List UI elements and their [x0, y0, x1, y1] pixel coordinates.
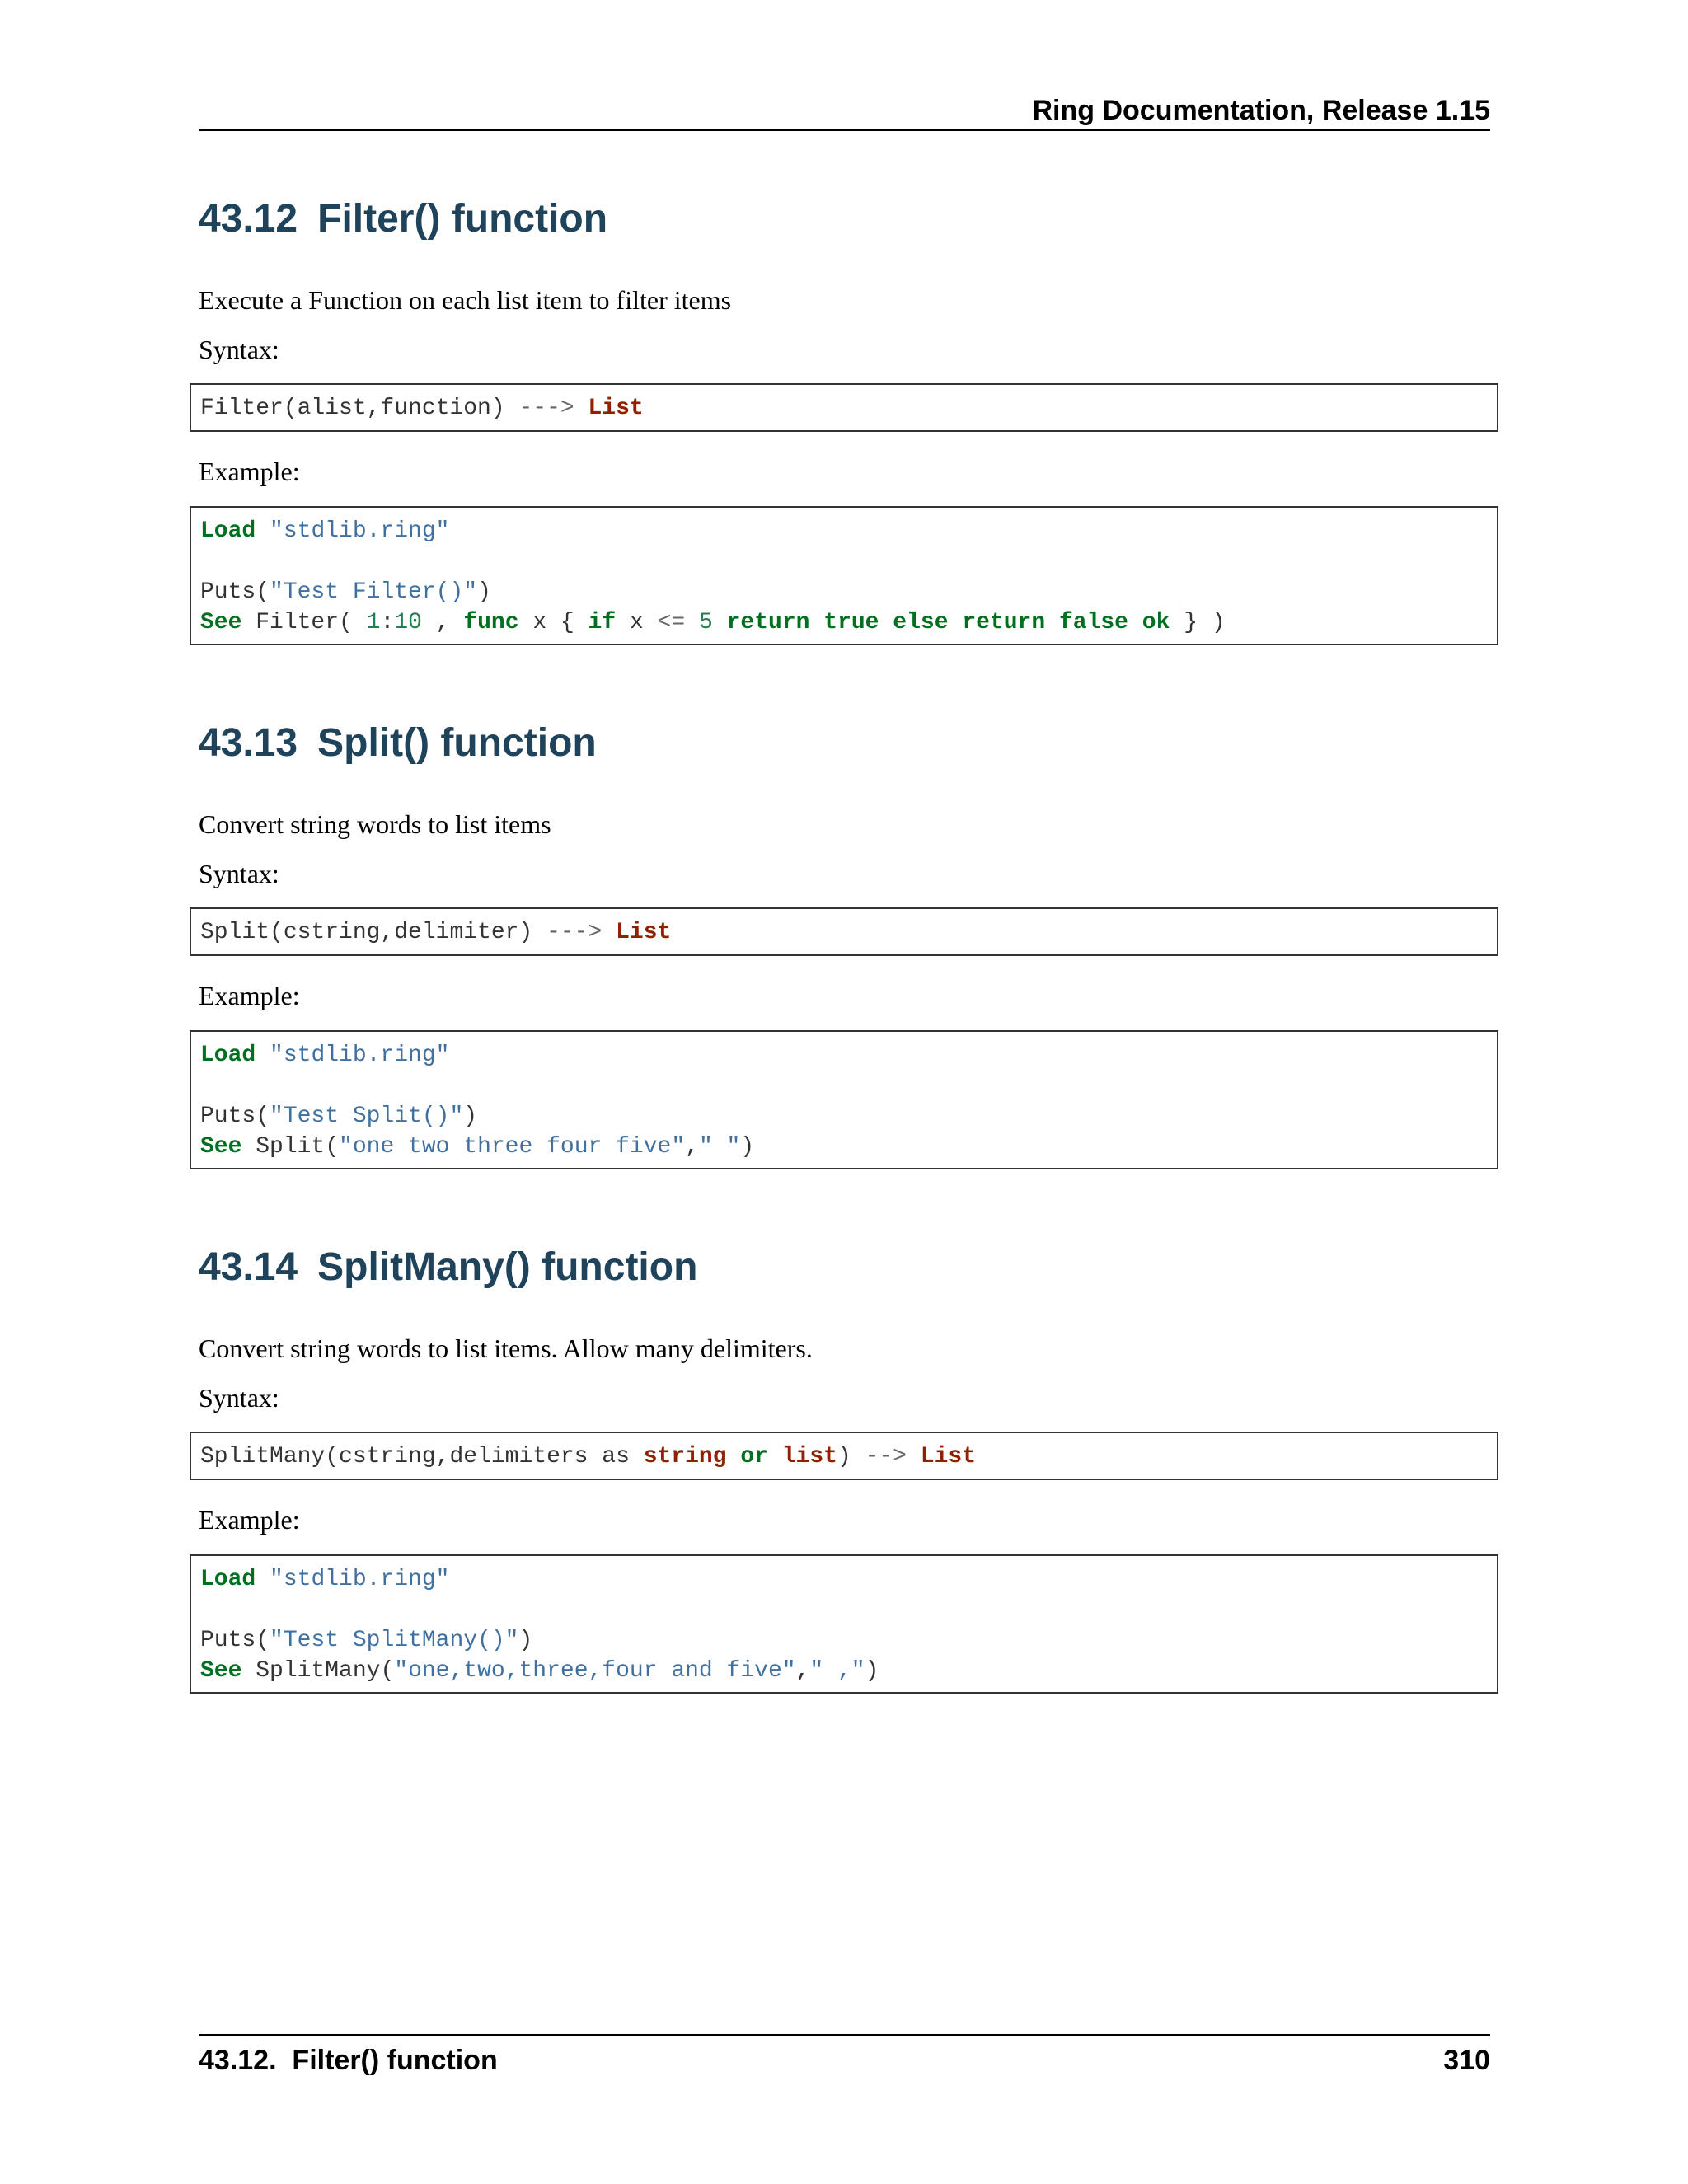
- footer-section-link[interactable]: 43.12. Filter() function: [199, 2045, 498, 2076]
- code-string: "stdlib.ring": [270, 1567, 450, 1592]
- page-number: 310: [1443, 2045, 1490, 2076]
- code-string: "Test Split()": [270, 1104, 464, 1129]
- code-string: "stdlib.ring": [270, 518, 450, 544]
- code-text: ,: [685, 1134, 699, 1160]
- code-keyword: return: [962, 610, 1046, 635]
- code-line: [200, 393, 1497, 424]
- code-text: [727, 1444, 741, 1469]
- example-code-block: [190, 1030, 1498, 1169]
- code-keyword: Load: [200, 1567, 256, 1592]
- section-description: Convert string words to list items: [199, 809, 551, 839]
- code-line: [200, 1656, 1497, 1686]
- code-text: SplitMany(: [241, 1658, 395, 1684]
- section-number: 43.13: [199, 721, 298, 765]
- code-keyword: func: [463, 610, 519, 635]
- code-line: [200, 1040, 1497, 1071]
- code-text: Split(cstring,delimiter): [200, 920, 547, 945]
- code-line: [200, 1625, 1497, 1656]
- code-text: [713, 610, 727, 635]
- syntax-label: Syntax:: [199, 859, 279, 888]
- code-number: 1: [366, 610, 381, 635]
- code-string: "Test SplitMany()": [270, 1628, 519, 1653]
- syntax-label: Syntax:: [199, 335, 279, 364]
- syntax-code-block: [190, 907, 1498, 956]
- section-number: 43.14: [199, 1245, 298, 1289]
- code-string: " ,": [809, 1658, 865, 1684]
- code-text: [256, 1043, 270, 1068]
- section-description: Convert string words to list items. Allow many delimiters.: [199, 1333, 813, 1363]
- header-rule: [199, 129, 1490, 131]
- syntax-label: Syntax:: [199, 1383, 279, 1413]
- code-text: [602, 920, 616, 945]
- code-text: Puts(: [200, 1104, 270, 1129]
- code-keyword: Load: [200, 518, 256, 544]
- running-header: Ring Documentation, Release 1.15: [1032, 95, 1490, 126]
- code-text: Split(: [241, 1134, 340, 1160]
- code-text: Puts(: [200, 579, 270, 605]
- section-title: Split() function: [317, 721, 597, 765]
- code-operator: --->: [518, 396, 574, 421]
- code-text: :: [380, 610, 395, 635]
- code-text: ): [865, 1658, 879, 1684]
- code-text: ): [740, 1134, 755, 1160]
- code-line: [200, 1595, 1497, 1625]
- section-title: SplitMany() function: [317, 1245, 698, 1289]
- section-description: Execute a Function on each list item to filter items: [199, 285, 732, 315]
- code-text: [256, 518, 270, 544]
- code-text: ): [477, 579, 491, 605]
- section-number: 43.12: [199, 197, 298, 241]
- code-line: [200, 1441, 1497, 1472]
- code-text: [907, 1444, 921, 1469]
- code-operator: <=: [657, 610, 686, 635]
- code-text: ): [463, 1104, 478, 1129]
- code-text: [768, 1444, 782, 1469]
- code-keyword: true: [823, 610, 879, 635]
- code-string: "one two three four five": [339, 1134, 686, 1160]
- code-keyword: return: [726, 610, 810, 635]
- code-operator: -->: [865, 1444, 907, 1469]
- code-type: List: [920, 1444, 977, 1469]
- code-text: [949, 610, 963, 635]
- section-heading: [199, 194, 1501, 244]
- code-string: "Test Filter()": [270, 579, 478, 605]
- code-type: list: [781, 1444, 837, 1469]
- code-keyword: See: [200, 1134, 242, 1160]
- code-text: ,: [795, 1658, 810, 1684]
- example-code-block: [190, 1554, 1498, 1694]
- code-text: x {: [518, 610, 588, 635]
- code-text: ): [837, 1444, 865, 1469]
- code-text: [256, 1567, 270, 1592]
- code-number: 10: [394, 610, 422, 635]
- code-text: } ): [1170, 610, 1226, 635]
- code-text: ): [518, 1628, 533, 1653]
- code-number: 5: [699, 610, 713, 635]
- code-keyword: ok: [1142, 610, 1170, 635]
- code-keyword: See: [200, 1658, 242, 1684]
- code-line: [200, 1564, 1497, 1595]
- code-keyword: or: [740, 1444, 768, 1469]
- code-line: [200, 1101, 1497, 1132]
- code-string: "one,two,three,four and five": [394, 1658, 796, 1684]
- code-text: SplitMany(cstring,delimiters as: [200, 1444, 644, 1469]
- code-text: [685, 610, 699, 635]
- section-filter: [199, 194, 1501, 635]
- code-text: x: [616, 610, 658, 635]
- code-keyword: if: [588, 610, 617, 635]
- code-type: string: [643, 1444, 727, 1469]
- code-type: List: [588, 396, 644, 421]
- example-label: Example:: [199, 457, 300, 486]
- code-line: [200, 1071, 1497, 1101]
- section-title: Filter() function: [317, 197, 608, 241]
- code-line: [200, 516, 1497, 546]
- example-code-block: [190, 506, 1498, 645]
- code-line: [200, 917, 1497, 948]
- code-text: ,: [421, 610, 464, 635]
- code-operator: --->: [546, 920, 603, 945]
- code-keyword: else: [893, 610, 949, 635]
- code-text: [809, 610, 823, 635]
- code-text: Puts(: [200, 1628, 270, 1653]
- section-split: [199, 719, 1501, 1160]
- example-label: Example:: [199, 981, 300, 1010]
- code-line: [200, 546, 1497, 577]
- code-line: [200, 607, 1497, 638]
- code-text: Filter(alist,function): [200, 396, 519, 421]
- code-text: [574, 396, 588, 421]
- code-text: [879, 610, 893, 635]
- code-text: [1045, 610, 1059, 635]
- code-string: "stdlib.ring": [270, 1043, 450, 1068]
- example-label: Example:: [199, 1505, 300, 1535]
- code-keyword: false: [1058, 610, 1128, 635]
- section-heading: [199, 719, 1501, 768]
- syntax-code-block: [190, 383, 1498, 432]
- code-line: [200, 577, 1497, 607]
- footer-rule: [199, 2034, 1490, 2036]
- section-heading: [199, 1243, 1501, 1292]
- code-keyword: Load: [200, 1043, 256, 1068]
- code-string: " ": [698, 1134, 741, 1160]
- section-splitmany: [199, 1243, 1501, 1684]
- code-type: List: [616, 920, 672, 945]
- code-line: [200, 1132, 1497, 1162]
- code-text: Filter(: [241, 610, 367, 635]
- code-text: [1128, 610, 1142, 635]
- code-keyword: See: [200, 610, 242, 635]
- syntax-code-block: [190, 1432, 1498, 1480]
